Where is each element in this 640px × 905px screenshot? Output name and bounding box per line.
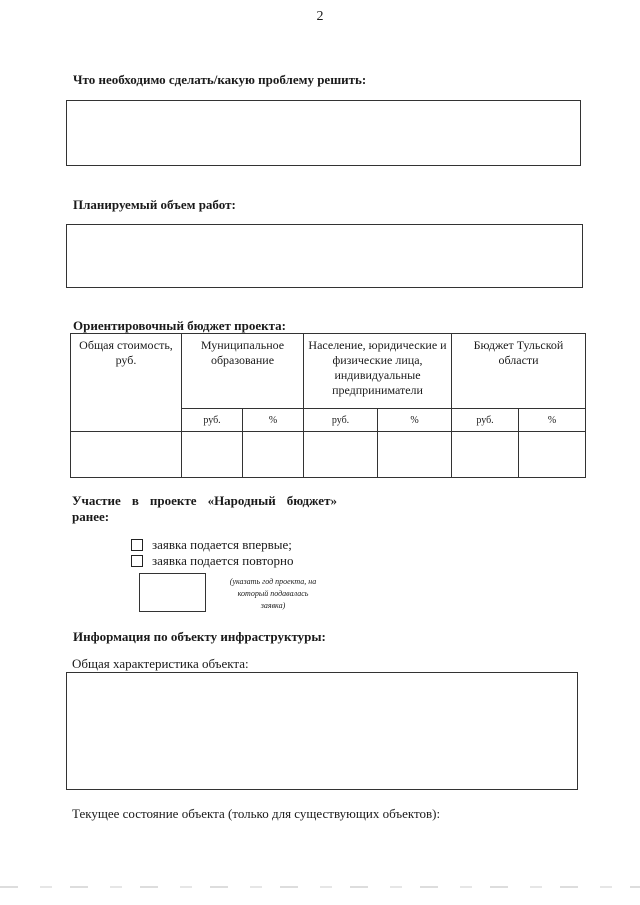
participation-word: проекте <box>149 493 197 508</box>
page-number: 2 <box>316 9 324 24</box>
budget-heading: Ориентировочный бюджет проекта: <box>73 318 286 333</box>
region-rub-cell[interactable] <box>452 432 519 478</box>
region-rub-header: руб. <box>452 409 519 432</box>
municipal-rub-header: руб. <box>182 409 243 432</box>
repeat-option[interactable] <box>131 553 293 569</box>
year-note-line: который подавалась <box>237 589 309 598</box>
first-time-option[interactable] <box>131 537 292 553</box>
population-percent-cell[interactable] <box>378 432 452 478</box>
population-percent-header: % <box>378 409 452 432</box>
current-state-label: Текущее состояние объекта (только для существующих объектов): <box>72 806 441 821</box>
year-note <box>213 576 333 612</box>
general-characteristics-label: Общая характеристика объекта: <box>72 656 249 671</box>
general-characteristics-box[interactable] <box>66 672 578 790</box>
region-percent-cell[interactable] <box>519 432 586 478</box>
participation-word: бюджет» <box>286 493 337 508</box>
region-percent-header: % <box>519 409 586 432</box>
first-time-label: заявка подается впервые; <box>152 537 292 552</box>
budget-col-total: Общая стоимость, руб. <box>71 334 182 432</box>
participation-word: Участие <box>72 493 121 508</box>
budget-col-region: Бюджет Тульской области <box>452 334 586 409</box>
problem-input-box[interactable] <box>66 100 581 166</box>
year-note-line: (указать год проекта, на <box>229 577 317 586</box>
municipal-percent-header: % <box>243 409 304 432</box>
participation-heading <box>72 493 337 525</box>
scan-artifact-line <box>0 886 640 888</box>
repeat-checkbox[interactable] <box>131 555 143 567</box>
budget-table <box>70 333 586 478</box>
participation-word: в <box>131 493 139 508</box>
total-cost-cell[interactable] <box>71 432 182 478</box>
infrastructure-heading: Информация по объекту инфраструктуры: <box>73 629 326 644</box>
budget-col-population: Население, юридические и физические лица, индивидуальные предприниматели <box>304 334 452 409</box>
problem-heading: Что необходимо сделать/какую проблему решить: <box>73 72 367 87</box>
work-volume-input-box[interactable] <box>66 224 583 288</box>
repeat-label: заявка подается повторно <box>152 553 294 568</box>
first-time-checkbox[interactable] <box>131 539 143 551</box>
project-year-input-box[interactable] <box>139 573 206 612</box>
budget-col-municipal: Муниципальное образование <box>182 334 304 409</box>
municipal-rub-cell[interactable] <box>182 432 243 478</box>
municipal-percent-cell[interactable] <box>243 432 304 478</box>
participation-word: «Народный <box>207 493 276 508</box>
population-rub-header: руб. <box>304 409 378 432</box>
work-volume-heading: Планируемый объем работ: <box>73 197 236 212</box>
participation-heading-line2: ранее: <box>72 509 110 524</box>
year-note-line: заявка) <box>260 601 286 610</box>
population-rub-cell[interactable] <box>304 432 378 478</box>
